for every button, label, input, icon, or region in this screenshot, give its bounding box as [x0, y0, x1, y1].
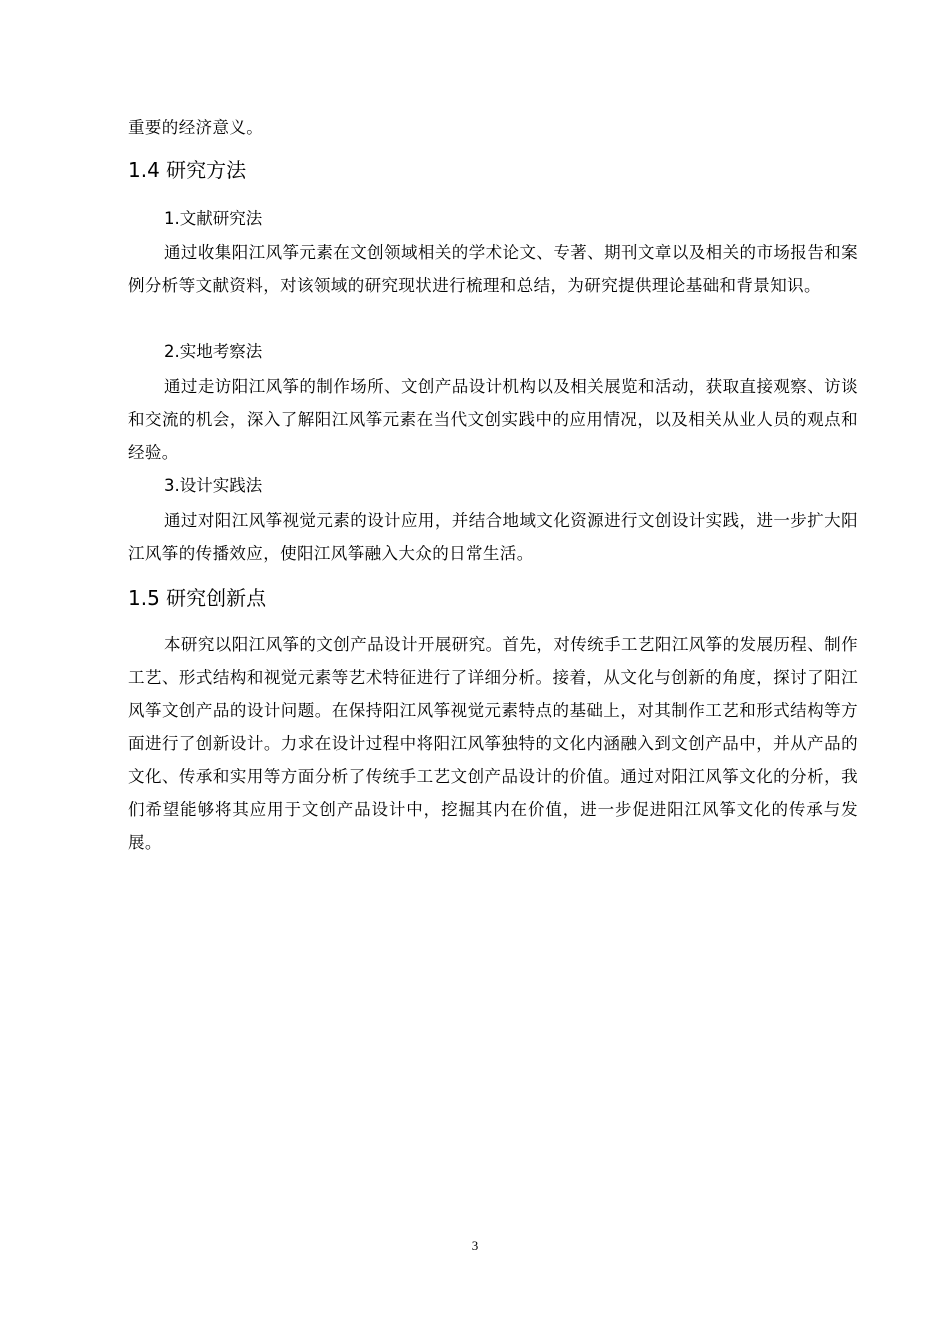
method-heading-fieldwork: 2.实地考察法	[164, 342, 263, 361]
innovation-body: 本研究以阳江风筝的文创产品设计开展研究。首先，对传统手工艺阳江风筝的发展历程、制作工艺、形式结构和视觉元素等艺术特征进行了详细分析。接着，从文化与创新的角度，探讨了阳江风筝文创产品的设计问题。在保持阳江风筝视觉元素特点的基础上，对其制作工艺和形式结构等方面进行了创新设计。力求在设计过程中将阳江风筝独特的文化内涵融入到文创产品中，并从产品的文化、传承和实用等方面分析了传统手工艺文创产品设计的价值。通过对阳江风筝文化的分析，我们希望能够将其应用于文创产品设计中，挖掘其内在价值，进一步促进阳江风筝文化的传承与发展。	[128, 635, 858, 852]
method-heading-design-practice: 3.设计实践法	[164, 476, 263, 495]
method-body-literature: 通过收集阳江风筝元素在文创领域相关的学术论文、专著、期刊文章以及相关的市场报告和案例分析等文献资料，对该领域的研究现状进行梳理和总结，为研究提供理论基础和背景知识。	[128, 243, 858, 295]
method-body-design-practice: 通过对阳江风筝视觉元素的设计应用，并结合地域文化资源进行文创设计实践，进一步扩大阳江风筝的传播效应，使阳江风筝融入大众的日常生活。	[128, 511, 858, 563]
method-heading-literature: 1.文献研究法	[164, 209, 263, 228]
method-body-fieldwork: 通过走访阳江风筝的制作场所、文创产品设计机构以及相关展览和活动，获取直接观察、访谈和交流的机会，深入了解阳江风筝元素在当代文创实践中的应用情况，以及相关从业人员的观点和经验。	[128, 377, 858, 462]
intro-tail-paragraph: 重要的经济意义。	[128, 118, 264, 137]
section-title-methods: 1.4 研究方法	[128, 158, 247, 182]
section-title-innovation: 1.5 研究创新点	[128, 586, 267, 610]
page-number: 3	[471, 1238, 479, 1253]
